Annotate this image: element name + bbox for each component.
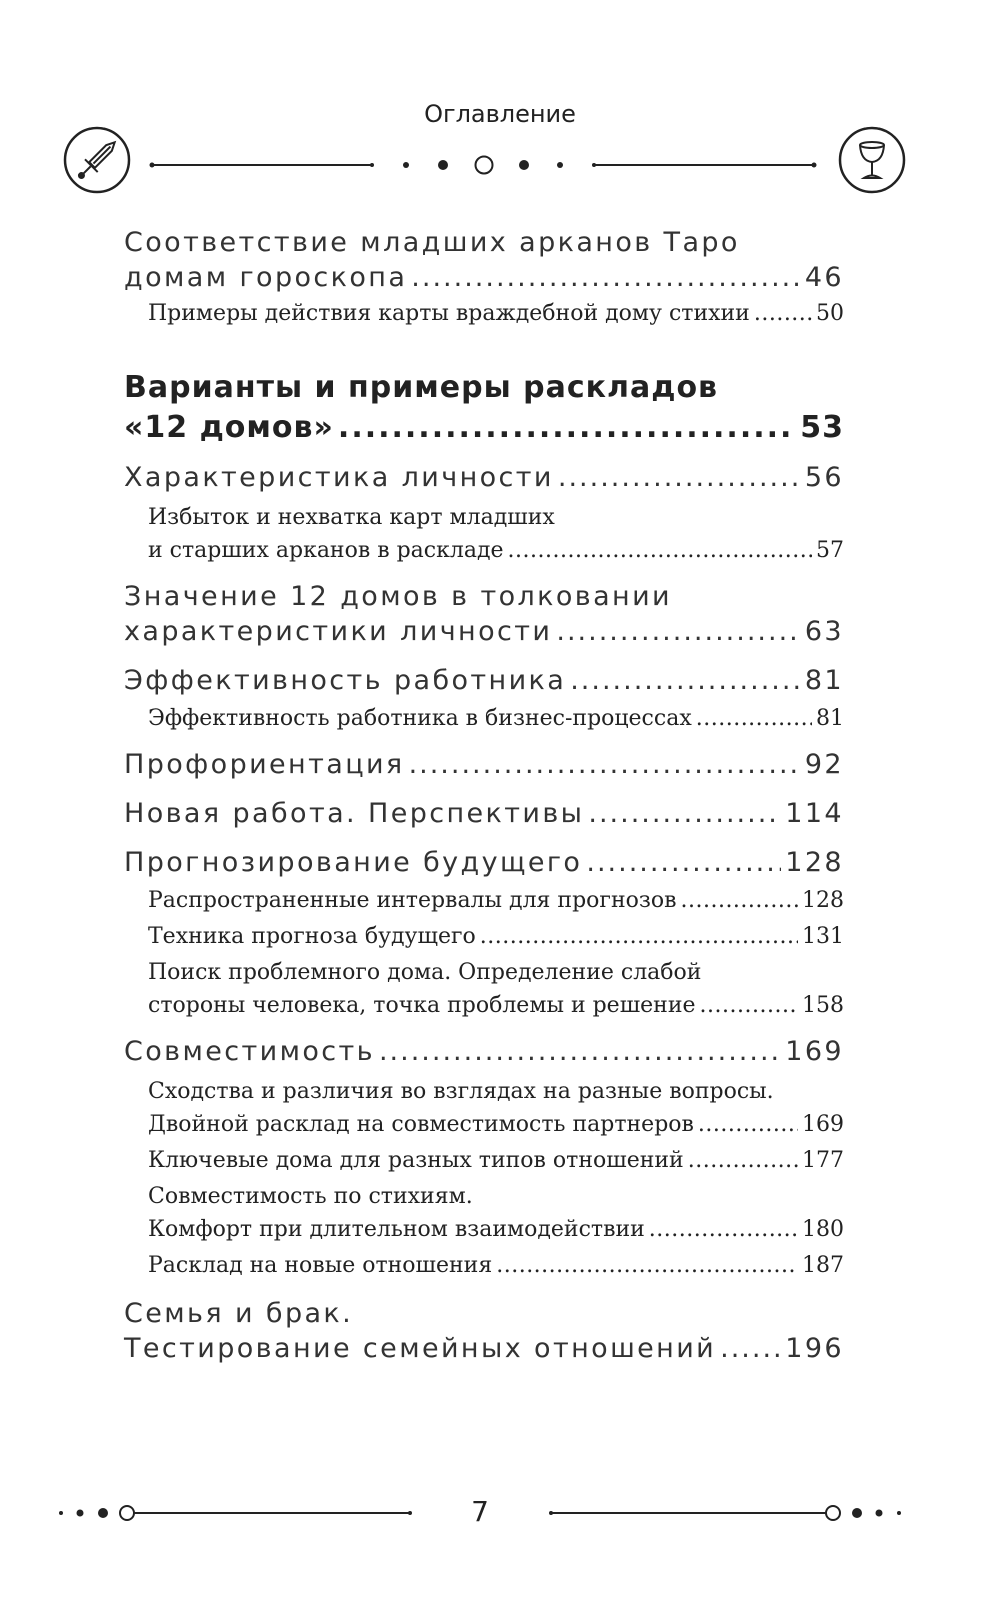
toc-entry-title: Сходства и различия во взглядах на разные вопросы. [148,1079,774,1104]
dot-leader [508,534,812,567]
toc-entry[interactable] [124,956,844,1022]
toc-page-number: 50 [816,301,844,326]
toc-entry-title: Тестирование семейных отношений [124,1333,717,1364]
dot-leader [556,614,800,649]
dot-leader [338,408,796,448]
toc-entry[interactable] [124,884,844,917]
toc-entry-title: Значение 12 домов в толковании [124,581,673,612]
dot-leader [700,989,798,1022]
toc-entry[interactable] [124,1180,844,1246]
toc-page-number: 81 [804,665,844,696]
toc-page-number: 169 [802,1112,844,1137]
dot-leader [649,1213,798,1246]
toc-entry[interactable] [124,1249,844,1282]
toc-entry-title: стороны человека, точка проблемы и решение [148,993,696,1018]
toc-entry[interactable] [124,297,844,330]
toc-entry-title: Совместимость по стихиям. [148,1184,473,1209]
dot-leader [558,460,801,495]
dot-leader [720,1331,781,1366]
toc-entry[interactable] [124,1075,844,1141]
toc-page-number: 158 [802,993,844,1018]
toc-entry-title: Двойной расклад на совместимость партнеров [148,1112,694,1137]
dot-leader [688,1144,798,1177]
toc-entry-title: Избыток и нехватка карт младших [148,505,555,530]
toc-page-number: 56 [804,462,844,493]
toc-page-number: 187 [802,1253,844,1278]
toc-entry-title: Примеры действия карты враждебной дому стихии [148,301,750,326]
toc-page-number: 128 [785,847,844,878]
toc-entry[interactable] [124,225,844,295]
toc-entry-title: Характеристика личности [124,462,554,493]
dot-leader [379,1034,781,1069]
toc-entry-title: Новая работа. Перспективы [124,798,585,829]
dot-leader [496,1249,798,1282]
toc-page-number: 53 [800,410,844,445]
toc-entry[interactable] [124,702,844,735]
toc-entry-title: Варианты и примеры раскладов [124,370,719,405]
toc-page-number: 46 [804,262,844,293]
dot-leader [696,702,812,735]
toc-entry-title: характеристики личности [124,616,553,647]
page-header-title: Оглавление [424,100,576,128]
toc-page-number: 92 [804,749,844,780]
toc-entry[interactable] [124,796,844,831]
toc-page-number: 177 [802,1148,844,1173]
toc-page-number: 128 [802,888,844,913]
dot-leader [754,297,812,330]
toc-entry-title: Эффективность работника в бизнес-процессах [148,706,692,731]
toc-entry-title: домам гороскопа [124,262,408,293]
toc-entry-title: Расклад на новые отношения [148,1253,493,1278]
toc-entry-title: Эффективность работника [124,665,567,696]
toc-entry-title: Поиск проблемного дома. Определение слабой [148,960,702,985]
toc-entry[interactable] [124,747,844,782]
toc-page-number: 169 [785,1036,844,1067]
dot-leader [570,663,801,698]
toc-entry[interactable] [124,501,844,567]
dot-leader [586,845,781,880]
dot-leader [588,796,781,831]
toc-entry-title: Комфорт при длительном взаимодействии [148,1217,645,1242]
toc-page-number: 131 [802,924,844,949]
toc-entry[interactable] [124,1296,844,1366]
toc-entry[interactable] [124,460,844,495]
toc-entry-title: Распространенные интервалы для прогнозов [148,888,677,913]
toc-page-number: 196 [785,1333,844,1364]
toc-entry[interactable] [124,920,844,953]
dot-leader [680,884,798,917]
toc-entry-title: и старших арканов в раскладе [148,538,504,563]
dot-leader [480,920,798,953]
toc-entry[interactable] [124,663,844,698]
header-ornament-divider [0,150,1000,180]
table-of-contents [124,225,844,1366]
toc-page-number: 57 [816,538,844,563]
toc-entry-title: Семья и брак. [124,1298,354,1329]
toc-entry-title: Техника прогноза будущего [148,924,476,949]
toc-entry[interactable] [124,1034,844,1069]
toc-entry-title: Профориентация [124,749,405,780]
toc-section-entry[interactable] [124,368,844,448]
toc-entry-title: Прогнозирование будущего [124,847,583,878]
toc-entry[interactable] [124,845,844,880]
toc-page-number: 180 [802,1217,844,1242]
dot-leader [409,747,801,782]
page-number: 7 [471,1495,489,1528]
toc-entry-title: Соответствие младших арканов Таро [124,227,740,258]
toc-page-number: 114 [785,798,844,829]
dot-leader [411,260,801,295]
toc-entry-title: Ключевые дома для разных типов отношений [148,1148,684,1173]
toc-entry-title: Совместимость [124,1036,375,1067]
toc-entry[interactable] [124,579,844,649]
toc-entry-title: «12 домов» [124,410,334,445]
toc-entry[interactable] [124,1144,844,1177]
dot-leader [698,1108,798,1141]
toc-page-number: 63 [804,616,844,647]
toc-page-number: 81 [816,706,844,731]
